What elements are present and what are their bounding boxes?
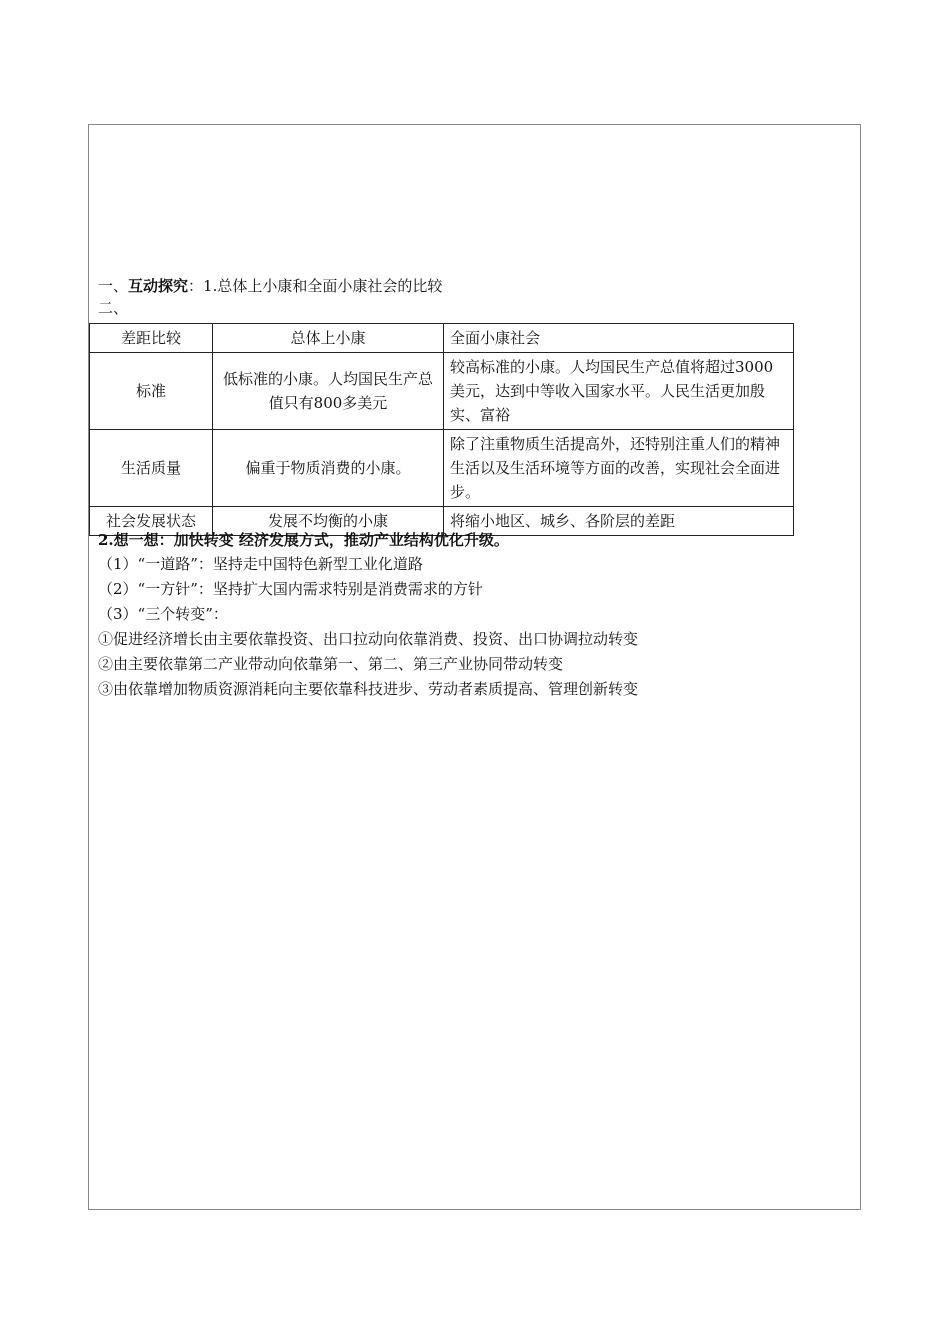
- section2-point: ①促进经济增长由主要依靠投资、出口拉动向依靠消费、投资、出口协调拉动转变: [98, 630, 639, 648]
- table-header-cell: 全面小康社会: [444, 324, 794, 353]
- section1-prefix: 一、: [98, 277, 129, 295]
- section2-point: （1）“一道路”：坚持走中国特色新型工业化道路: [98, 555, 423, 573]
- section2-title: 2.想一想：加快转变 经济发展方式，推动产业结构优化升级。: [98, 531, 509, 549]
- table-row: [90, 430, 794, 507]
- table-cell: 低标准的小康。人均国民生产总值只有800多美元: [213, 353, 444, 430]
- table-cell: 较高标准的小康。人均国民生产总值将超过3000美元，达到中等收入国家水平。人民生活更加殷实、富裕: [444, 353, 794, 430]
- section2-point: ②由主要依靠第二产业带动向依靠第一、第二、第三产业协同带动转变: [98, 655, 564, 673]
- table-cell: 发展不均衡的小康: [213, 507, 444, 536]
- section2-point: ③由依靠增加物质资源消耗向主要依靠科技进步、劳动者素质提高、管理创新转变: [98, 680, 639, 698]
- table-cell: 社会发展状态: [90, 507, 213, 536]
- table-cell: 偏重于物质消费的小康。: [213, 430, 444, 507]
- table-row: [90, 353, 794, 430]
- table-cell: 除了注重物质生活提高外，还特别注重人们的精神生活以及生活环境等方面的改善，实现社会全面进步。: [444, 430, 794, 507]
- table-header-cell: 差距比较: [90, 324, 213, 353]
- section1-heading-line: [98, 276, 442, 296]
- table-cell: 生活质量: [90, 430, 213, 507]
- section1-colon: ：: [188, 277, 204, 295]
- section2-point: （2）“一方针”：坚持扩大国内需求特别是消费需求的方针: [98, 580, 483, 598]
- table-cell: 将缩小地区、城乡、各阶层的差距: [444, 507, 794, 536]
- table-header-row: [90, 324, 794, 353]
- section1-title: 1.总体上小康和全面小康社会的比较: [203, 277, 443, 295]
- table-header-cell: 总体上小康: [213, 324, 444, 353]
- section2-point: （3）“三个转变”：: [98, 605, 228, 623]
- section1b-label: 二、: [98, 299, 129, 317]
- section1-heading: 互动探究: [128, 277, 189, 295]
- comparison-table: [89, 323, 794, 536]
- table-cell: 标准: [90, 353, 213, 430]
